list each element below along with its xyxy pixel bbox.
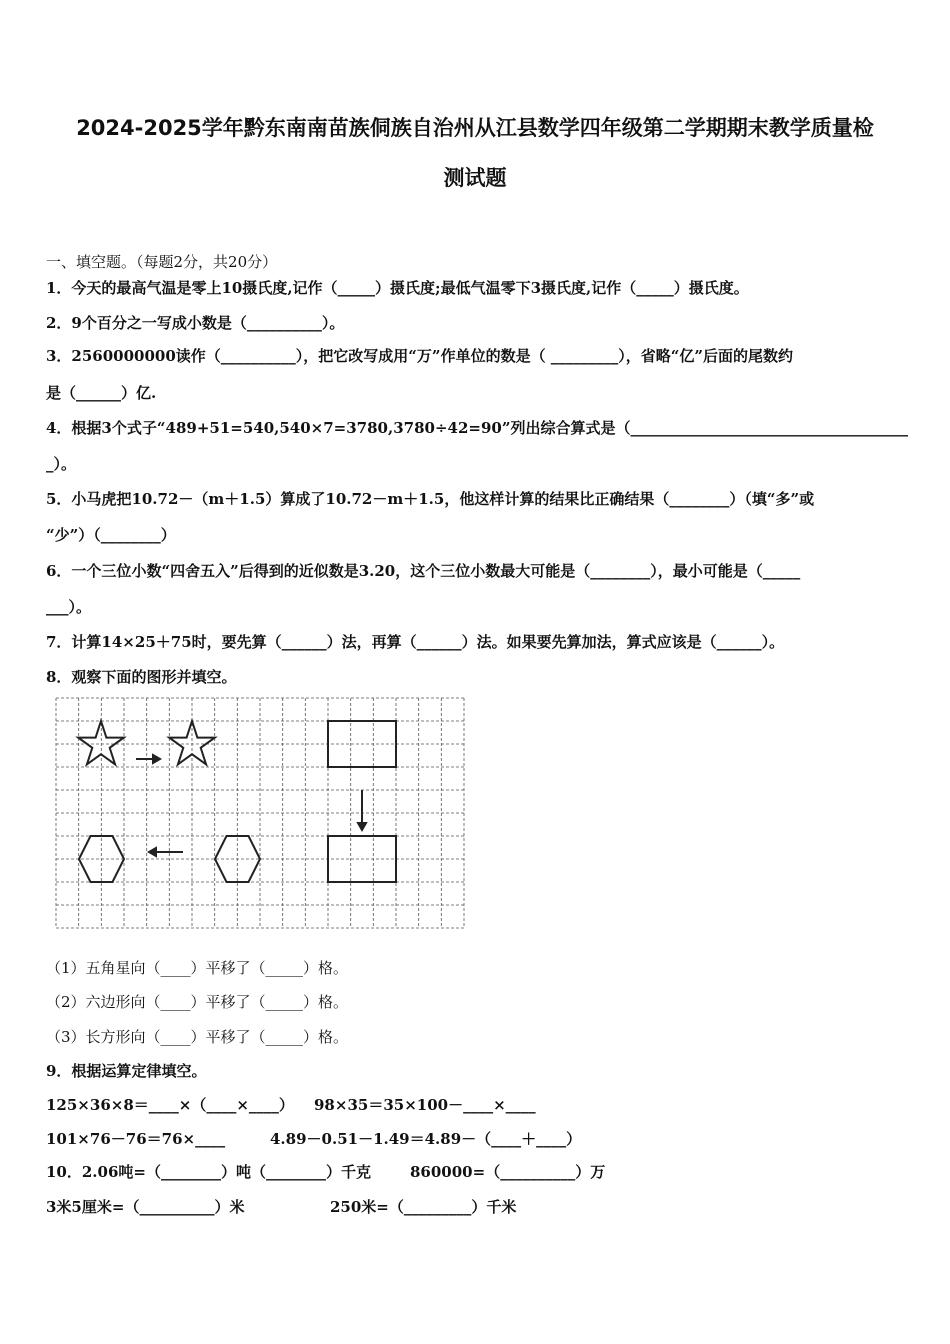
question-8: 8．观察下面的图形并填空。 (46, 668, 237, 686)
question-8-part-2: （2）六边形向（____）平移了（_____）格。 (46, 993, 349, 1011)
question-9-row1-left: 125×36×8＝____×（____×____） (46, 1096, 294, 1114)
question-5-line1: 5．小马虎把10.72－（m＋1.5）算成了10.72－m＋1.5，他这样计算的结果比正确结果（________）（填“多”或 (46, 490, 815, 508)
question-1: 1．今天的最高气温是零上10摄氏度,记作（_____）摄氏度;最低气温零下3摄氏度,记作（_____）摄氏度。 (46, 279, 749, 297)
arrow-right-icon (136, 755, 160, 763)
dashed-grid (56, 698, 464, 928)
question-6-line1: 6．一个三位小数“四舍五入”后得到的近似数是3.20，这个三位小数最大可能是（________），最小可能是（_____ (46, 562, 801, 580)
question-9-row2-left: 101×76－76＝76×____ (46, 1130, 226, 1148)
question-4-line1: 4．根据3个式子“489+51=540,540×7=3780,3780÷42=90”列出综合算式是（_____________________________________ (46, 419, 908, 437)
question-10-row2-left: 3米5厘米=（__________）米 (46, 1198, 245, 1216)
page-title-line1: 2024-2025学年黔东南南苗族侗族自治州从江县数学四年级第二学期期末教学质量检 (76, 116, 874, 140)
question-5-line2: “少”）（________） (46, 526, 176, 544)
translation-grid-figure (55, 697, 467, 929)
question-10-row2-right: 250米=（_________）千米 (330, 1198, 517, 1216)
star-shape-translated (169, 721, 215, 764)
question-6-line2: ___）。 (46, 598, 92, 616)
question-8-part-1: （1）五角星向（____）平移了（_____）格。 (46, 959, 349, 977)
question-10-row1-left: 10．2.06吨=（________）吨（________）千克 (46, 1163, 371, 1181)
question-9-row1-right: 98×35＝35×100－____×____ (314, 1096, 536, 1114)
question-9-row2-right: 4.89－0.51－1.49＝4.89－（____＋____） (270, 1130, 582, 1148)
arrow-down-icon (358, 790, 366, 830)
question-10-row1-right: 860000=（__________）万 (410, 1163, 606, 1181)
question-9: 9．根据运算定律填空。 (46, 1062, 207, 1080)
question-3-line1: 3．2560000000读作（__________），把它改写成用“万”作单位的数是（ _________），省略“亿”后面的尾数约 (46, 347, 794, 365)
question-4-line2: _）。 (46, 455, 77, 473)
question-3-line2: 是（______）亿. (46, 384, 157, 402)
question-2: 2．9个百分之一写成小数是（__________）。 (46, 314, 345, 332)
question-7: 7．计算14×25＋75时，要先算（______）法，再算（______）法。如果要先算加法，算式应该是（______）。 (46, 633, 785, 651)
page-title-line2: 测试题 (443, 166, 507, 190)
star-shape-original (78, 721, 124, 764)
section-heading: 一、填空题。（每题2分，共20分） (46, 253, 278, 271)
arrow-left-icon (149, 848, 183, 856)
question-8-part-3: （3）长方形向（____）平移了（_____）格。 (46, 1028, 349, 1046)
